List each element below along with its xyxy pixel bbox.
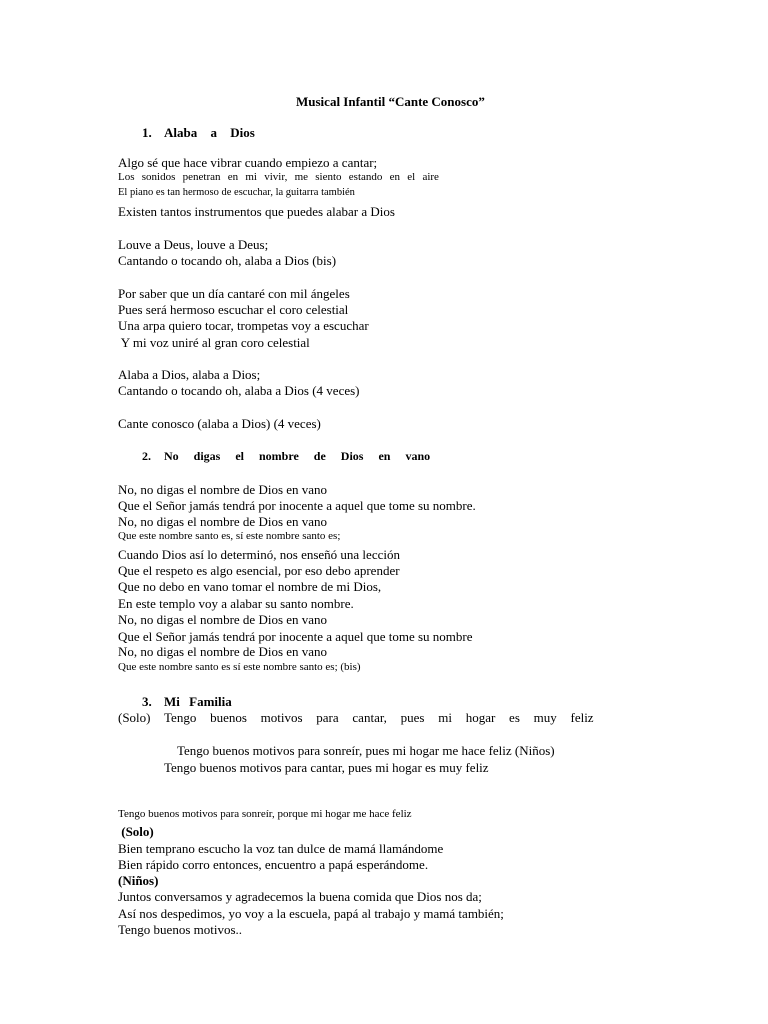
lyric-line: Bien rápido corro entonces, encuentro a papá esperándome. (118, 857, 429, 872)
lyric-line: Louve a Deus, louve a Deus; (118, 237, 269, 252)
lyric-line: Alaba a Dios, alaba a Dios; (118, 367, 261, 382)
lyric-line: Cantando o tocando oh, alaba a Dios (bis) (118, 253, 337, 268)
lyric-line: En este templo voy a alabar su santo nombre. (118, 596, 354, 611)
lyric-line: No, no digas el nombre de Dios en vano (118, 482, 328, 497)
lyric-line: Y mi voz uniré al gran coro celestial (118, 335, 310, 350)
section-number: 2. (142, 449, 151, 463)
document-title: Musical Infantil “Cante Conosco” (296, 94, 485, 109)
lyric-line: Que este nombre santo es sí este nombre santo es; (bis) (118, 661, 361, 673)
lyric-line: Que el Señor jamás tendrá por inocente a aquel que tome su nombre (118, 629, 473, 644)
lyric-line: Que el Señor jamás tendrá por inocente a aquel que tome su nombre. (118, 498, 476, 513)
lyric-line: Que el respeto es algo esencial, por eso debo aprender (118, 563, 400, 578)
section-number: 1. (142, 125, 152, 140)
lyric-line: Algo sé que hace vibrar cuando empiezo a cantar; (118, 155, 378, 170)
lyric-line: Que este nombre santo es, sí este nombre santo es; (118, 530, 341, 542)
lyric-line: Pues será hermoso escuchar el coro celestial (118, 302, 349, 317)
singer-label: (Solo) (118, 824, 154, 839)
lyric-line: Existen tantos instrumentos que puedes alabar a Dios (118, 204, 395, 219)
lyric-line: No, no digas el nombre de Dios en vano (118, 644, 328, 659)
lyric-line: Bien temprano escucho la voz tan dulce de mamá llamándome (118, 841, 444, 856)
lyric-line: Cantando o tocando oh, alaba a Dios (4 veces) (118, 383, 360, 398)
lyric-line: No, no digas el nombre de Dios en vano (118, 514, 328, 529)
section-heading: No digas el nombre de Dios en vano (164, 449, 431, 463)
lyric-line: Tengo buenos motivos.. (118, 922, 243, 937)
lyric-line: Por saber que un día cantaré con mil ángeles (118, 286, 350, 301)
lyric-line: Una arpa quiero tocar, trompetas voy a escuchar (118, 318, 369, 333)
lyric-line: Así nos despedimos, yo voy a la escuela, papá al trabajo y mamá también; (118, 906, 504, 921)
section-heading: Alaba a Dios (164, 125, 255, 140)
lyric-line: Tengo buenos motivos para sonreír, porque mi hogar me hace feliz (118, 808, 412, 820)
section-heading: Mi Familia (164, 694, 232, 709)
lyric-line: El piano es tan hermoso de escuchar, la guitarra también (118, 187, 355, 198)
section-number: 3. (142, 694, 152, 709)
lyric-line: Tengo buenos motivos para sonreír, pues mi hogar me hace feliz (Niños) (177, 743, 555, 758)
lyric-line: Tengo buenos motivos para cantar, pues mi hogar es muy feliz (164, 760, 489, 775)
lyric-line: (Solo) Tengo buenos motivos para cantar, pues mi hogar es muy feliz (118, 710, 594, 725)
lyric-line: Cuando Dios así lo determinó, nos enseñó una lección (118, 547, 400, 562)
lyric-line: Cante conosco (alaba a Dios) (4 veces) (118, 416, 321, 431)
lyric-line: Juntos conversamos y agradecemos la buena comida que Dios nos da; (118, 889, 482, 904)
lyric-line: Los sonidos penetran en mi vivir, me siento estando en el aire (118, 171, 439, 183)
lyric-line: No, no digas el nombre de Dios en vano (118, 612, 328, 627)
lyric-line: Que no debo en vano tomar el nombre de mi Dios, (118, 579, 382, 594)
singer-label: (Niños) (118, 873, 159, 888)
